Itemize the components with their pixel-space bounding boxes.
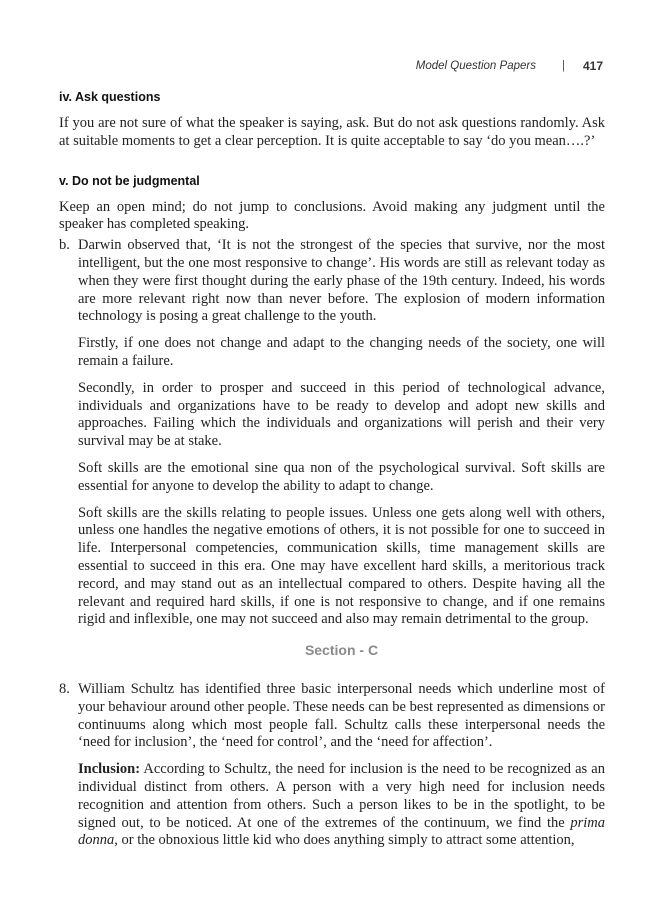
inclusion-paragraph xyxy=(59,761,605,850)
answer-b-paragraph-1: Darwin observed that, ‘It is not the strongest of the species that survive, nor the most intelligent, but the one most responsive to change’. His words are still as relevant today as when they were first thought during the early phase of the 19th century. Indeed, his words are more relevant right now than never before. The explosion of modern information technology is posing a great challenge to the youth. xyxy=(78,237,605,325)
page-number: 417 xyxy=(582,59,603,73)
section-c-heading: Section - C xyxy=(304,642,379,659)
heading-not-judgmental: v. Do not be judgmental xyxy=(59,173,200,188)
question-8 xyxy=(59,681,605,752)
answer-b-paragraph-3: Secondly, in order to prosper and succeed in this period of technological advance, individuals and organizations have to be ready to develop and adopt new skills and approaches. Failing which the individuals and organizations will perish and their very survival may be at stake. xyxy=(78,379,605,450)
answer-b-marker: b. xyxy=(59,237,70,254)
page-body xyxy=(59,89,605,850)
running-header xyxy=(416,59,603,73)
header-title: Model Question Papers xyxy=(415,60,536,72)
inclusion-text-2: , or the obnoxious little kid who does anything simply to attract some attention, xyxy=(114,832,575,849)
answer-b-paragraph-2: Firstly, if one does not change and adapt to the changing needs of the society, one will remain a failure. xyxy=(78,335,605,369)
inclusion-italic: prima donna xyxy=(78,814,605,849)
header-separator: | xyxy=(561,60,565,72)
inclusion-label: Inclusion: xyxy=(78,761,141,778)
question-8-paragraph: William Schultz has identified three basic interpersonal needs which underline most of your behaviour around other people. These needs can be best represented as dimensions or continuums along which most people fall. Schultz calls these interpersonal needs the ‘need for inclusion’, the ‘need for control’, and the ‘need for affection’. xyxy=(78,680,605,751)
paragraph-not-judgmental: Keep an open mind; do not jump to conclusions. Avoid making any judgment until the speaker has completed speaking. xyxy=(59,198,605,233)
answer-b-paragraph-4: Soft skills are the emotional sine qua non of the psychological survival. Soft skills are essential for anyone to develop the ability to adapt to change. xyxy=(78,459,605,494)
question-8-marker: 8. xyxy=(59,680,70,697)
answer-b-paragraph-5: Soft skills are the skills relating to people issues. Unless one gets along well with others, unless one handles the negative emotions of others, it is not possible for one to succeed in life. Interpersonal competencies, communication skills, time management skills are essential to succeed in this era. One may have excellent hard skills, a meritorious track record, and may stand out as an intellectual compared to others. Despite having all the relevant and required hard skills, if one is not responsive to change, and if one remains rigid and inflexible, one may not succeed and also may remain detrimental to the group. xyxy=(78,504,605,628)
heading-ask-questions: iv. Ask questions xyxy=(59,90,161,104)
answer-b xyxy=(59,237,605,326)
inclusion-text-1: According to Schultz, the need for inclusion is the need to be recognized as an individual distinct from others. A person with a very high need for inclusion needs recognition and attention from others. Such a person likes to be in the spotlight, to be signed out, to be noticed. At one of the extremes of the continuum, we find the xyxy=(78,761,605,831)
paragraph-ask-questions: If you are not sure of what the speaker is saying, ask. But do not ask questions randomly. Ask at suitable moments to get a clear perception. It is quite acceptable to say ‘do you mean….?’ xyxy=(59,115,605,149)
